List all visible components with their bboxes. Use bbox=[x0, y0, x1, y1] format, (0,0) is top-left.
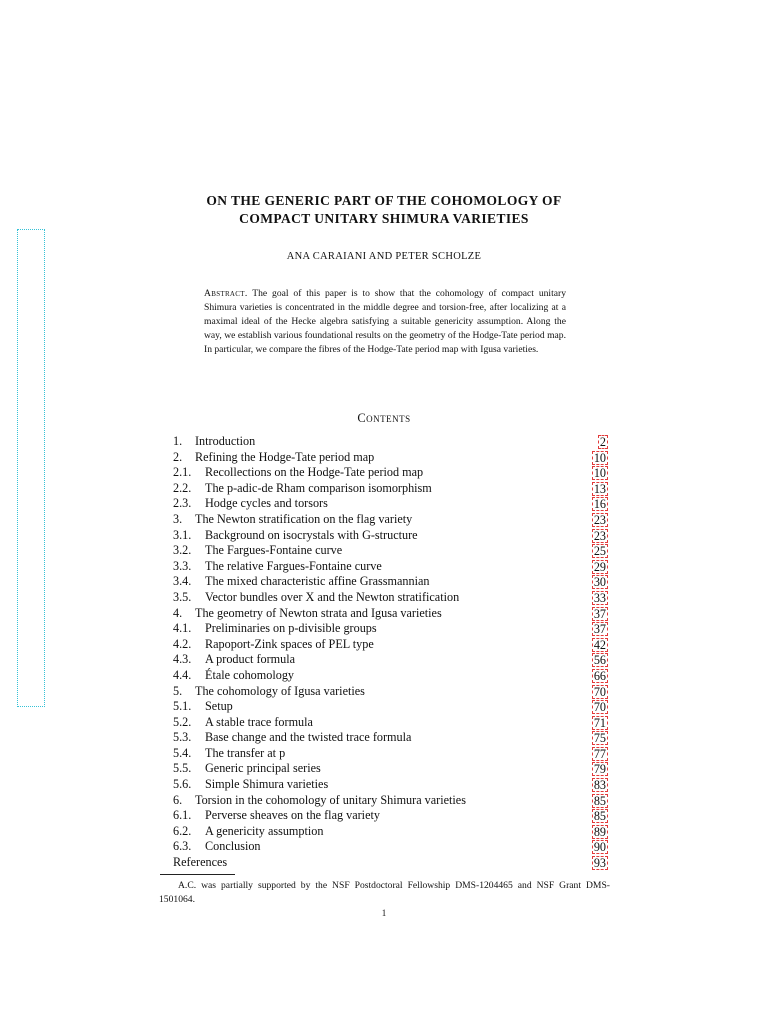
toc-page-link[interactable]: 70 bbox=[593, 700, 606, 715]
toc-entry-number: 6.3. bbox=[173, 839, 192, 854]
toc-entry-title[interactable]: A genericity assumption bbox=[205, 823, 324, 838]
title-line-1: ON THE GENERIC PART OF THE COHOMOLOGY OF bbox=[206, 193, 562, 208]
toc-entry-number: 2. bbox=[173, 449, 183, 464]
toc-entry-number: 3.4. bbox=[173, 574, 192, 589]
contents-heading: Contents bbox=[357, 411, 411, 425]
toc-entry-title[interactable]: A product formula bbox=[205, 652, 296, 667]
toc-entry-number: 4.1. bbox=[173, 621, 192, 636]
toc-entry-number: 1. bbox=[173, 434, 183, 448]
toc-page-link[interactable]: 23 bbox=[593, 512, 606, 527]
toc-entry[interactable] bbox=[173, 574, 610, 590]
toc-entry[interactable] bbox=[173, 621, 610, 637]
toc-entry[interactable] bbox=[173, 699, 610, 715]
toc-entry-title[interactable]: The transfer at p bbox=[205, 745, 286, 760]
footnote: A.C. was partially supported by the NSF Postdoctoral Fellowship DMS-1204465 and NSF Grant DMS-1501064. bbox=[159, 880, 610, 905]
toc-entry[interactable] bbox=[173, 465, 610, 481]
toc-page-link[interactable]: 37 bbox=[593, 622, 606, 637]
toc-entry-title[interactable]: Étale cohomology bbox=[205, 667, 295, 682]
toc-entry-number: 5.4. bbox=[173, 745, 192, 760]
toc-entry-title[interactable]: Base change and the twisted trace formula bbox=[205, 730, 412, 745]
toc-entry-number: 6. bbox=[173, 792, 183, 807]
toc-page-link[interactable]: 66 bbox=[593, 668, 606, 683]
toc-entry-number: 5. bbox=[173, 683, 183, 698]
toc-entry[interactable] bbox=[173, 450, 610, 466]
toc-entry[interactable] bbox=[173, 668, 610, 684]
toc-page-link[interactable]: 79 bbox=[593, 762, 606, 777]
toc-entry-number: 2.2. bbox=[173, 480, 192, 495]
toc-entry-title[interactable]: Refining the Hodge-Tate period map bbox=[195, 449, 375, 464]
toc-entry[interactable] bbox=[173, 512, 610, 528]
toc-entry-number: 2.1. bbox=[173, 465, 192, 480]
toc-page-link[interactable]: 10 bbox=[593, 466, 606, 481]
toc-entry-title[interactable]: A stable trace formula bbox=[205, 714, 313, 729]
toc-entry-title[interactable]: The relative Fargues-Fontaine curve bbox=[205, 558, 382, 573]
toc-entry[interactable] bbox=[173, 590, 610, 606]
toc-entry-number: 5.2. bbox=[173, 714, 192, 729]
toc-entry-title[interactable]: Torsion in the cohomology of unitary Shimura varieties bbox=[195, 792, 466, 807]
toc-entry[interactable] bbox=[173, 637, 610, 653]
toc-entry-number: 3.1. bbox=[173, 527, 192, 542]
toc-page-link[interactable]: 93 bbox=[593, 856, 606, 871]
toc-entry-title[interactable]: References bbox=[173, 855, 228, 870]
toc-entry[interactable] bbox=[173, 606, 610, 622]
toc-entry-number: 3.2. bbox=[173, 543, 192, 558]
toc-entry-title[interactable]: Rapoport-Zink spaces of PEL type bbox=[205, 636, 374, 651]
toc-entry[interactable] bbox=[173, 855, 610, 871]
toc-page-link[interactable]: 77 bbox=[593, 746, 606, 761]
toc-page-link[interactable]: 29 bbox=[593, 559, 606, 574]
toc-page-link[interactable]: 90 bbox=[593, 840, 606, 855]
toc-entry-number: 4.4. bbox=[173, 667, 192, 682]
toc-page-link[interactable]: 25 bbox=[593, 544, 606, 559]
toc-entry[interactable] bbox=[173, 559, 610, 575]
toc-page-link[interactable]: 85 bbox=[593, 793, 606, 808]
toc-entry[interactable] bbox=[173, 652, 610, 668]
toc-page-link[interactable]: 83 bbox=[593, 778, 606, 793]
toc-entry-title[interactable]: Hodge cycles and torsors bbox=[205, 496, 328, 511]
toc-page-link[interactable]: 23 bbox=[593, 528, 606, 543]
toc-page-link[interactable]: 70 bbox=[593, 684, 606, 699]
toc-page-link[interactable]: 13 bbox=[593, 481, 606, 496]
toc-entry-number: 3.5. bbox=[173, 589, 192, 604]
toc-page-link[interactable]: 89 bbox=[593, 824, 606, 839]
toc-page-link[interactable]: 75 bbox=[593, 731, 606, 746]
toc-entry-title[interactable]: The mixed characteristic affine Grassmannian bbox=[205, 574, 430, 589]
margin-annotation-box bbox=[17, 229, 45, 707]
toc-entry[interactable] bbox=[173, 684, 610, 700]
toc-entry-title[interactable]: The Fargues-Fontaine curve bbox=[205, 543, 343, 558]
toc-entry[interactable] bbox=[173, 761, 610, 777]
toc-entry-number: 5.5. bbox=[173, 761, 192, 776]
toc-entry-title[interactable]: Preliminaries on p-divisible groups bbox=[205, 621, 377, 636]
toc-entry-number: 5.3. bbox=[173, 730, 192, 745]
toc-entry-number: 5.6. bbox=[173, 777, 192, 792]
toc-entry-title[interactable]: Simple Shimura varieties bbox=[205, 777, 329, 792]
page-number: 1 bbox=[381, 908, 387, 918]
toc-entry-title[interactable]: Vector bundles over X and the Newton stratification bbox=[205, 589, 460, 604]
toc-page-link[interactable]: 30 bbox=[593, 575, 606, 590]
toc-page-link[interactable]: 37 bbox=[593, 606, 606, 621]
toc-entry-title[interactable]: Generic principal series bbox=[205, 761, 321, 776]
toc-entry-title[interactable]: Background on isocrystals with G-structure bbox=[205, 527, 418, 542]
toc-entry[interactable] bbox=[173, 434, 610, 450]
toc-entry-title[interactable]: Recollections on the Hodge-Tate period map bbox=[205, 465, 424, 480]
abstract-label: Abstract. bbox=[204, 288, 248, 299]
toc-entry[interactable] bbox=[173, 746, 610, 762]
toc-entry[interactable] bbox=[173, 824, 610, 840]
toc-page-link[interactable]: 10 bbox=[593, 450, 606, 465]
toc-entry[interactable] bbox=[173, 528, 610, 544]
toc-entry[interactable] bbox=[173, 730, 610, 746]
toc-entry-number: 5.1. bbox=[173, 699, 192, 714]
abstract-text: The goal of this paper is to show that the cohomology of compact unitary Shimura varieties is concentrated in the middle degree and torsion-free, after localizing at a maximal ideal of the Hecke algebra satisfying a suitable genericity assumption. Along the way, we establish various foundational results on the geometry of the Hodge-Tate period map. In particular, we compare the fibres of the Hodge-Tate period map with Igusa varieties. bbox=[204, 288, 566, 355]
author-list: ANA CARAIANI AND PETER SCHOLZE bbox=[286, 251, 482, 262]
toc-page-link[interactable]: 42 bbox=[593, 637, 606, 652]
toc-page-link[interactable]: 33 bbox=[593, 590, 606, 605]
toc-entry-number: 4.3. bbox=[173, 652, 192, 667]
toc-entry-number: 3.3. bbox=[173, 558, 192, 573]
toc-entry-title[interactable]: The cohomology of Igusa varieties bbox=[195, 683, 365, 698]
toc-entry-number: 2.3. bbox=[173, 496, 192, 511]
toc-entry[interactable] bbox=[173, 496, 610, 512]
toc-entry[interactable] bbox=[173, 481, 610, 497]
toc-entry[interactable] bbox=[173, 777, 610, 793]
toc-entry-number: 6.1. bbox=[173, 808, 192, 823]
paper-title bbox=[100, 192, 668, 228]
toc-page-link[interactable]: 85 bbox=[593, 809, 606, 824]
abstract bbox=[204, 287, 566, 357]
toc-entry[interactable] bbox=[173, 839, 610, 855]
toc-entry-number: 4. bbox=[173, 605, 183, 620]
toc-page-link[interactable]: 71 bbox=[593, 715, 606, 730]
title-line-2: COMPACT UNITARY SHIMURA VARIETIES bbox=[239, 211, 529, 226]
toc-entry[interactable] bbox=[173, 543, 610, 559]
footnote-rule bbox=[160, 874, 235, 875]
toc-entry-title[interactable]: Conclusion bbox=[205, 839, 261, 854]
toc-page-link[interactable]: 16 bbox=[593, 497, 606, 512]
toc-entry[interactable] bbox=[173, 808, 610, 824]
toc-entry-title[interactable]: The p-adic-de Rham comparison isomorphism bbox=[205, 480, 432, 495]
toc-entry[interactable] bbox=[173, 715, 610, 731]
toc-entry-title[interactable]: The Newton stratification on the flag variety bbox=[195, 511, 413, 526]
toc-entry-title[interactable]: Perverse sheaves on the flag variety bbox=[205, 808, 380, 823]
toc-entry-number: 3. bbox=[173, 511, 183, 526]
toc-entry-title[interactable]: The geometry of Newton strata and Igusa varieties bbox=[195, 605, 442, 620]
toc-entry-number: 6.2. bbox=[173, 823, 192, 838]
toc-entry-title[interactable]: Introduction bbox=[195, 434, 256, 448]
toc-entry-number: 4.2. bbox=[173, 636, 192, 651]
toc-page-link[interactable]: 56 bbox=[593, 653, 606, 668]
toc-entry[interactable] bbox=[173, 793, 610, 809]
toc-entry-title[interactable]: Setup bbox=[205, 699, 233, 714]
table-of-contents bbox=[173, 434, 610, 871]
toc-page-link[interactable]: 2 bbox=[599, 435, 606, 449]
